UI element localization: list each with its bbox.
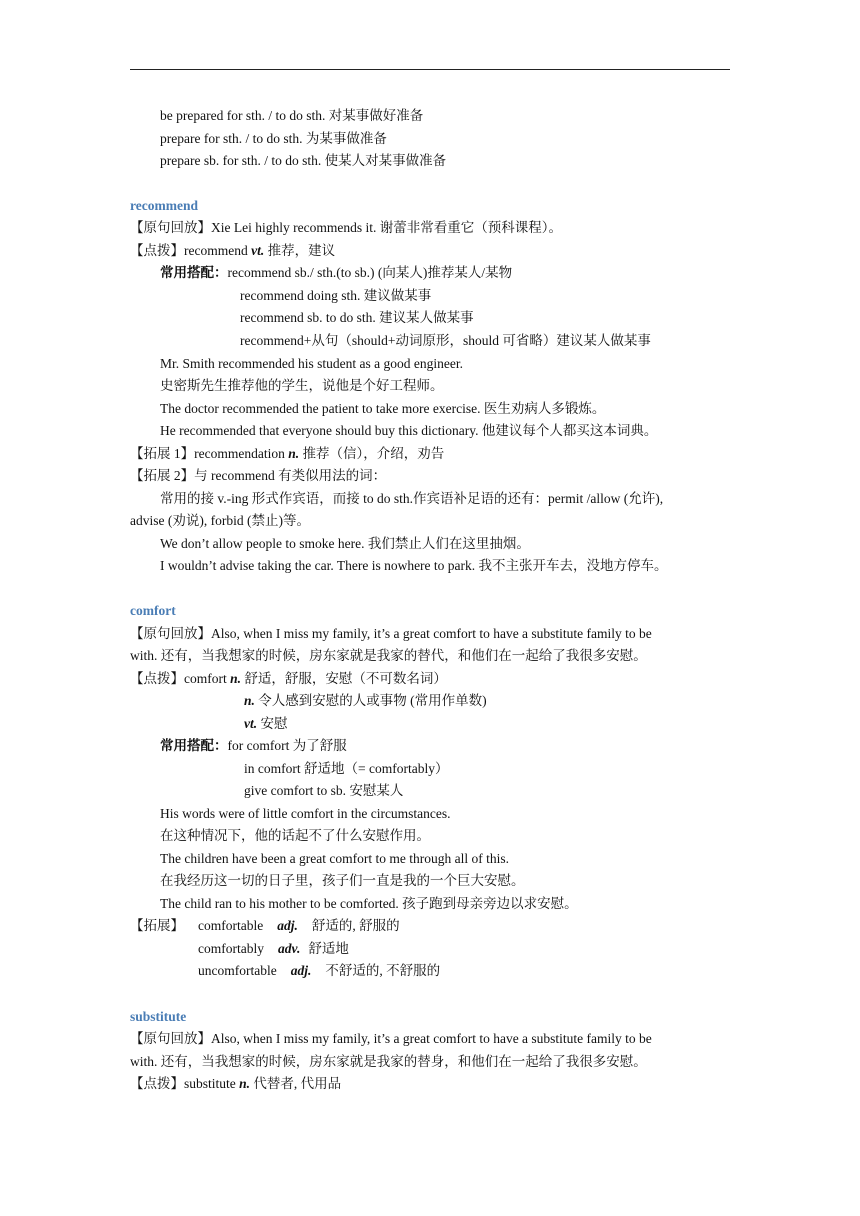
recommend-tip xyxy=(130,242,335,260)
comfort-original-sentence-1: 【原句回放】Also, when I miss my family, it’s a great comfort to have a substitute family to be xyxy=(130,626,652,641)
comfort-extension-3 xyxy=(198,962,440,980)
comfort-extension-2 xyxy=(198,940,349,958)
definition: 令人感到安慰的人或事物 (常用作单数) xyxy=(254,693,487,708)
comfort-extension-1 xyxy=(198,917,400,935)
comfort-original-sentence-2: with. 还有，当我想家的时候，房东家就是我家的替代，和他们在一起给了我很多安慰。 xyxy=(130,648,647,663)
heading-comfort: comfort xyxy=(130,603,176,618)
definition: 不舒适的, 不舒服的 xyxy=(325,963,441,978)
recommend-example-1-translation: 史密斯先生推荐他的学生，说他是个好工程师。 xyxy=(160,378,444,393)
part-of-speech: n. xyxy=(239,1076,251,1091)
recommend-example-5: I wouldn’t advise taking the car. There is nowhere to park. 我不主张开车去，没地方停车。 xyxy=(160,558,668,573)
recommend-collocation-1 xyxy=(160,264,512,282)
recommend-extension-2: 【拓展 2】与 recommend 有类似用法的词： xyxy=(130,468,387,483)
collocation-label: 常用搭配： xyxy=(160,738,228,753)
header-rule xyxy=(130,69,730,70)
substitute-tip xyxy=(130,1075,341,1093)
substitute-original-sentence-2: with. 还有，当我想家的时候，房东家就是我家的替身，和他们在一起给了我很多安慰。 xyxy=(130,1054,647,1069)
recommend-extension-2-para-2: advise (劝说), forbid (禁止)等。 xyxy=(130,513,310,528)
prepare-line-2: prepare for sth. / to do sth. 为某事做准备 xyxy=(160,131,387,146)
recommend-extension-1 xyxy=(130,445,444,463)
recommend-collocation-3: recommend sb. to do sth. 建议某人做某事 xyxy=(240,310,474,325)
comfort-collocation-1 xyxy=(160,737,347,755)
part-of-speech: adv. xyxy=(277,941,301,956)
tip-label: 【点拨】substitute xyxy=(130,1076,240,1091)
definition: 推荐，建议 xyxy=(264,243,336,258)
tip-label: 【点拨】recommend xyxy=(130,243,252,258)
comfort-sense-2 xyxy=(244,692,487,710)
part-of-speech: vt. xyxy=(251,243,265,258)
recommend-example-4: We don’t allow people to smoke here. 我们禁止人们在这里抽烟。 xyxy=(160,536,530,551)
extension-label: 【拓展 1】recommendation xyxy=(130,446,289,461)
word: uncomfortable xyxy=(198,963,277,978)
part-of-speech: n. xyxy=(244,693,255,708)
recommend-collocation-4: recommend+从句（should+动词原形，should 可省略）建议某人做某事 xyxy=(240,333,651,348)
part-of-speech: adj. xyxy=(290,963,312,978)
comfort-example-2: The children have been a great comfort to me through all of this. xyxy=(160,851,510,866)
recommend-example-2: The doctor recommended the patient to take more exercise. 医生劝病人多锻炼。 xyxy=(160,401,606,416)
part-of-speech: n. xyxy=(230,671,242,686)
word: comfortable xyxy=(198,918,264,933)
comfort-sense-3 xyxy=(244,715,288,733)
heading-recommend: recommend xyxy=(130,198,198,213)
comfort-tip xyxy=(130,670,447,688)
collocation-text: recommend sb./ sth.(to sb.) (向某人)推荐某人/某物 xyxy=(227,265,513,280)
definition: 推荐（信），介绍，劝告 xyxy=(299,446,445,461)
definition: 安慰 xyxy=(257,716,288,731)
substitute-original-sentence-1: 【原句回放】Also, when I miss my family, it’s a great comfort to have a substitute family to be xyxy=(130,1031,652,1046)
tip-label: 【点拨】comfort xyxy=(130,671,231,686)
comfort-extension-label: 【拓展】 xyxy=(130,918,184,933)
collocation-label: 常用搭配： xyxy=(160,265,228,280)
recommend-original-sentence: 【原句回放】Xie Lei highly recommends it. 谢蕾非常看重它（预科课程）。 xyxy=(130,220,562,235)
part-of-speech: vt. xyxy=(244,716,258,731)
part-of-speech: n. xyxy=(288,446,300,461)
recommend-extension-2-para-1: 常用的接 v.-ing 形式作宾语，而接 to do sth.作宾语补足语的还有：permit /allow (允许), xyxy=(160,491,664,506)
recommend-example-3: He recommended that everyone should buy this dictionary. 他建议每个人都买这本词典。 xyxy=(160,423,658,438)
comfort-collocation-2: in comfort 舒适地（= comfortably） xyxy=(244,761,449,776)
comfort-collocation-3: give comfort to sb. 安慰某人 xyxy=(244,783,404,798)
comfort-example-1: His words were of little comfort in the circumstances. xyxy=(160,806,451,821)
definition: 舒适地 xyxy=(308,941,349,956)
collocation-text: for comfort 为了舒服 xyxy=(227,738,347,753)
word: comfortably xyxy=(198,941,264,956)
comfort-example-3: The child ran to his mother to be comforted. 孩子跑到母亲旁边以求安慰。 xyxy=(160,896,578,911)
prepare-line-3: prepare sb. for sth. / to do sth. 使某人对某事做准备 xyxy=(160,153,447,168)
definition: 舒适的, 舒服的 xyxy=(311,918,400,933)
comfort-example-1-translation: 在这种情况下，他的话起不了什么安慰作用。 xyxy=(160,828,430,843)
definition: 代替者, 代用品 xyxy=(250,1076,342,1091)
heading-substitute: substitute xyxy=(130,1009,187,1024)
comfort-example-2-translation: 在我经历这一切的日子里，孩子们一直是我的一个巨大安慰。 xyxy=(160,873,525,888)
part-of-speech: adj. xyxy=(277,918,298,933)
prepare-line-1: be prepared for sth. / to do sth. 对某事做好准备 xyxy=(160,108,424,123)
recommend-collocation-2: recommend doing sth. 建议做某事 xyxy=(240,288,432,303)
recommend-example-1: Mr. Smith recommended his student as a good engineer. xyxy=(160,356,463,371)
definition: 舒适，舒服，安慰（不可数名词） xyxy=(241,671,447,686)
